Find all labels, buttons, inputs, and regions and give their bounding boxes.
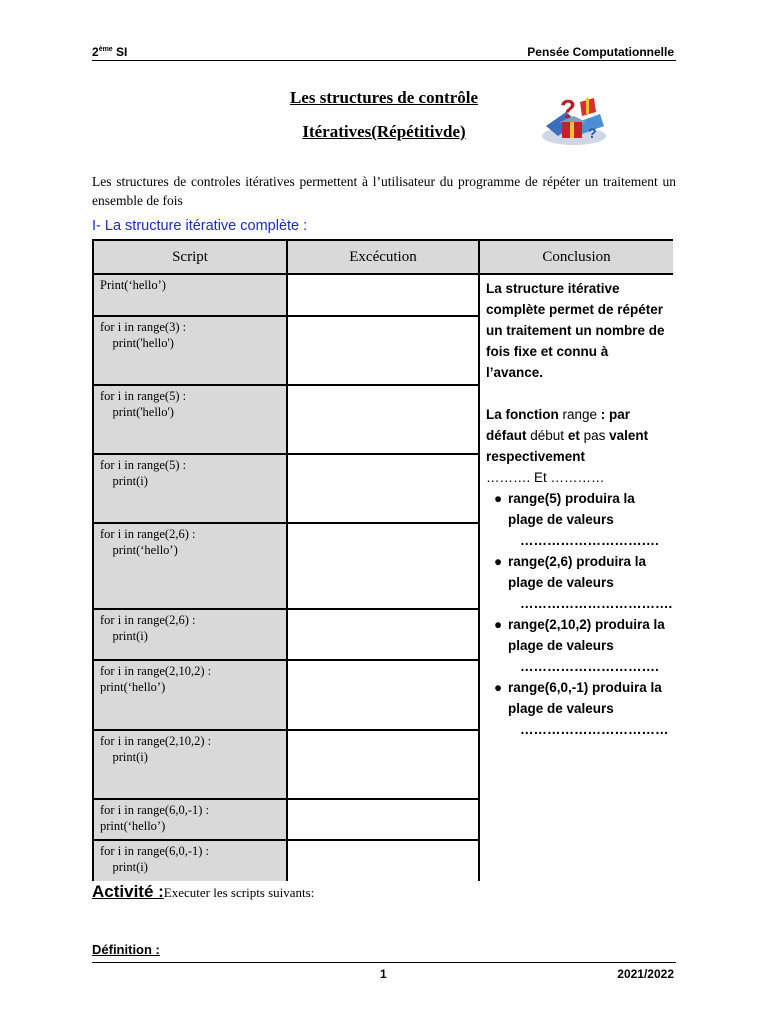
table-row	[94, 610, 480, 661]
execution-cell[interactable]	[288, 524, 480, 610]
execution-cell[interactable]	[288, 275, 480, 317]
activity-line	[92, 882, 314, 902]
table-row	[94, 731, 480, 800]
page-header	[92, 44, 676, 61]
page-number: 1	[380, 967, 387, 981]
script-cell: for i in range(5) : print(i)	[94, 455, 288, 524]
section-heading: I- La structure itérative complète :	[92, 218, 308, 234]
iteration-table	[92, 239, 673, 881]
list-item: ● range(2,6) produira la plage de valeurs …………………………….	[494, 554, 673, 611]
list-item: ● range(2,10,2) produira la plage de valeurs ………………………….	[494, 617, 665, 674]
table-row	[94, 275, 480, 317]
script-cell: Print(‘hello’)	[94, 275, 288, 317]
table-row	[94, 455, 480, 524]
page-title: Les structures de contrôle	[289, 88, 479, 107]
definition-label: Définition :	[92, 942, 160, 957]
table-row	[94, 317, 480, 386]
execution-cell[interactable]	[288, 731, 480, 800]
svg-text:?: ?	[588, 125, 597, 141]
activity-text: Executer les scripts suivants:	[163, 885, 315, 900]
execution-cell[interactable]	[288, 317, 480, 386]
execution-cell[interactable]	[288, 661, 480, 731]
script-cell: for i in range(6,0,-1) : print(‘hello’)	[94, 800, 288, 841]
conclusion-paragraph: La structure itérative complète permet de répéter un traitement un nombre de fois fixe et connu à l’avance.	[486, 281, 665, 380]
table-row	[94, 661, 480, 731]
script-cell: for i in range(5) : print('hello')	[94, 386, 288, 455]
script-cell: for i in range(6,0,-1) : print(i)	[94, 841, 288, 881]
script-cell: for i in range(3) : print('hello')	[94, 317, 288, 386]
page-subtitle: Itératives(Répétitivde)	[302, 122, 466, 141]
script-cell: for i in range(2,6) : print(i)	[94, 610, 288, 661]
list-item: ● range(6,0,-1) produira la plage de valeurs ……………………………	[494, 680, 669, 737]
execution-cell[interactable]	[288, 800, 480, 841]
table-row	[94, 841, 480, 881]
col-header-execution: Excécution	[288, 241, 480, 273]
range-defaults-paragraph: La fonction range : par défaut début et pas valent respectivement ………. Et …………	[486, 407, 649, 485]
school-year: 2021/2022	[617, 967, 674, 981]
list-item: ● range(5) produira la plage de valeurs ………………………….	[494, 491, 659, 548]
execution-cell[interactable]	[288, 386, 480, 455]
execution-cell[interactable]	[288, 610, 480, 661]
svg-text:?: ?	[560, 94, 576, 124]
activity-label: Activité :	[92, 882, 164, 901]
intro-paragraph: Les structures de controles itératives permettent à l’utilisateur du programme de répéter un traitement un ensemble de fois	[92, 174, 676, 208]
script-cell: for i in range(2,10,2) : print(‘hello’)	[94, 661, 288, 731]
col-header-script: Script	[94, 241, 288, 273]
table-row	[94, 524, 480, 610]
page-footer	[92, 962, 676, 981]
script-cell: for i in range(2,10,2) : print(i)	[94, 731, 288, 800]
table-row	[94, 386, 480, 455]
script-cell: for i in range(2,6) : print(‘hello’)	[94, 524, 288, 610]
table-row	[94, 800, 480, 841]
execution-cell[interactable]	[288, 841, 480, 881]
col-header-conclusion: Conclusion	[480, 241, 673, 273]
class-label: 2ème SI	[92, 45, 128, 59]
conclusion-cell	[480, 275, 673, 881]
question-gift-illustration-icon	[538, 92, 610, 150]
subject-label: Pensée Computationnelle	[527, 45, 674, 59]
range-examples-list	[486, 488, 673, 740]
execution-cell[interactable]	[288, 455, 480, 524]
